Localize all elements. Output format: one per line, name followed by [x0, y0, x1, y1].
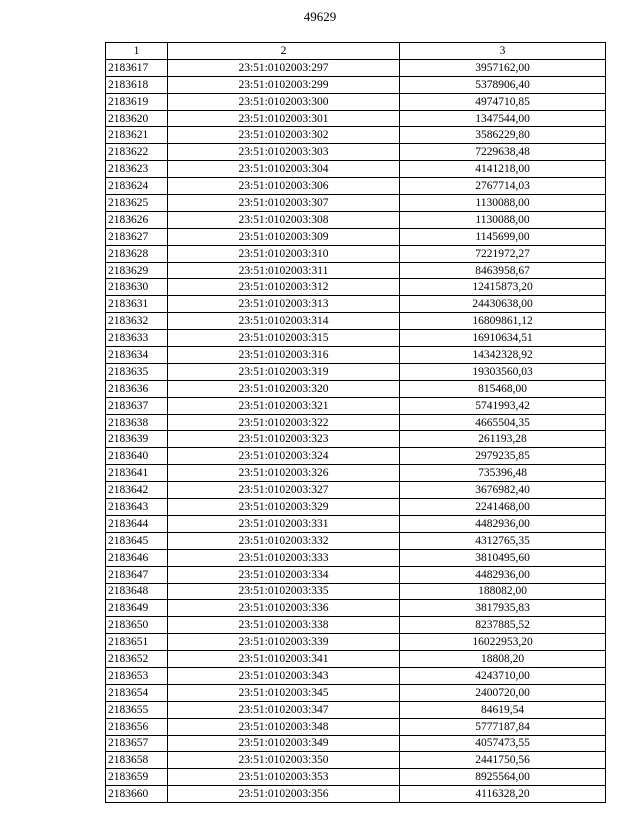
row-number-cell: 2183653 — [106, 667, 168, 684]
cadastral-number-cell: 23:51:0102003:339 — [168, 634, 400, 651]
cadastral-number-cell: 23:51:0102003:341 — [168, 651, 400, 668]
table-row — [106, 347, 606, 364]
row-number-cell: 2183628 — [106, 245, 168, 262]
value-cell: 8925564,00 — [400, 769, 606, 786]
row-number-cell: 2183658 — [106, 752, 168, 769]
page-number: 49629 — [303, 9, 337, 24]
cadastral-number-cell: 23:51:0102003:327 — [168, 482, 400, 499]
row-number-cell: 2183633 — [106, 330, 168, 347]
table-row — [106, 211, 606, 228]
table-row — [106, 262, 606, 279]
row-number-cell: 2183639 — [106, 431, 168, 448]
value-cell: 12415873,20 — [400, 279, 606, 296]
cadastral-number-cell: 23:51:0102003:332 — [168, 532, 400, 549]
table-row — [106, 482, 606, 499]
table-row — [106, 735, 606, 752]
cadastral-number-cell: 23:51:0102003:350 — [168, 752, 400, 769]
row-number-cell: 2183638 — [106, 414, 168, 431]
table-row — [106, 178, 606, 195]
cadastral-number-cell: 23:51:0102003:311 — [168, 262, 400, 279]
row-number-cell: 2183635 — [106, 363, 168, 380]
cadastral-number-cell: 23:51:0102003:343 — [168, 667, 400, 684]
cadastral-number-cell: 23:51:0102003:322 — [168, 414, 400, 431]
cadastral-number-cell: 23:51:0102003:347 — [168, 701, 400, 718]
value-cell: 4312765,35 — [400, 532, 606, 549]
row-number-cell: 2183643 — [106, 499, 168, 516]
row-number-cell: 2183640 — [106, 448, 168, 465]
cadastral-number-cell: 23:51:0102003:304 — [168, 161, 400, 178]
value-cell: 4243710,00 — [400, 667, 606, 684]
cadastral-number-cell: 23:51:0102003:331 — [168, 515, 400, 532]
row-number-cell: 2183655 — [106, 701, 168, 718]
row-number-cell: 2183619 — [106, 93, 168, 110]
table-row — [106, 93, 606, 110]
table-row — [106, 279, 606, 296]
value-cell: 5378906,40 — [400, 76, 606, 93]
table-row — [106, 296, 606, 313]
table-row — [106, 448, 606, 465]
cadastral-number-cell: 23:51:0102003:321 — [168, 397, 400, 414]
cadastral-number-cell: 23:51:0102003:356 — [168, 786, 400, 803]
cadastral-number-cell: 23:51:0102003:310 — [168, 245, 400, 262]
value-cell: 4974710,85 — [400, 93, 606, 110]
row-number-cell: 2183629 — [106, 262, 168, 279]
value-cell: 735396,48 — [400, 465, 606, 482]
row-number-cell: 2183642 — [106, 482, 168, 499]
value-cell: 1130088,00 — [400, 211, 606, 228]
table-body — [106, 59, 606, 802]
table-row — [106, 617, 606, 634]
row-number-cell: 2183652 — [106, 651, 168, 668]
cadastral-number-cell: 23:51:0102003:313 — [168, 296, 400, 313]
cadastral-number-cell: 23:51:0102003:315 — [168, 330, 400, 347]
value-cell: 4141218,00 — [400, 161, 606, 178]
cadastral-number-cell: 23:51:0102003:324 — [168, 448, 400, 465]
table-row — [106, 127, 606, 144]
table-row — [106, 583, 606, 600]
table-row — [106, 110, 606, 127]
table-row — [106, 532, 606, 549]
row-number-cell: 2183632 — [106, 313, 168, 330]
value-cell: 24430638,00 — [400, 296, 606, 313]
row-number-cell: 2183624 — [106, 178, 168, 195]
table-row — [106, 600, 606, 617]
table-row — [106, 363, 606, 380]
table-row — [106, 76, 606, 93]
row-number-cell: 2183617 — [106, 59, 168, 76]
row-number-cell: 2183623 — [106, 161, 168, 178]
value-cell: 16910634,51 — [400, 330, 606, 347]
cadastral-number-cell: 23:51:0102003:297 — [168, 59, 400, 76]
table-row — [106, 769, 606, 786]
table-row — [106, 718, 606, 735]
row-number-cell: 2183649 — [106, 600, 168, 617]
row-number-cell: 2183647 — [106, 566, 168, 583]
value-cell: 2979235,85 — [400, 448, 606, 465]
row-number-cell: 2183660 — [106, 786, 168, 803]
table-row — [106, 667, 606, 684]
value-cell: 3676982,40 — [400, 482, 606, 499]
value-cell: 3957162,00 — [400, 59, 606, 76]
row-number-cell: 2183654 — [106, 684, 168, 701]
row-number-cell: 2183645 — [106, 532, 168, 549]
cadastral-number-cell: 23:51:0102003:306 — [168, 178, 400, 195]
cadastral-number-cell: 23:51:0102003:345 — [168, 684, 400, 701]
table-row — [106, 330, 606, 347]
table-row — [106, 515, 606, 532]
value-cell: 188082,00 — [400, 583, 606, 600]
column-header-3: 3 — [400, 43, 606, 60]
value-cell: 16809861,12 — [400, 313, 606, 330]
cadastral-number-cell: 23:51:0102003:320 — [168, 380, 400, 397]
table-row — [106, 59, 606, 76]
cadastral-number-cell: 23:51:0102003:301 — [168, 110, 400, 127]
table-row — [106, 465, 606, 482]
value-cell: 4482936,00 — [400, 515, 606, 532]
cadastral-number-cell: 23:51:0102003:353 — [168, 769, 400, 786]
value-cell: 18808,20 — [400, 651, 606, 668]
value-cell: 84619,54 — [400, 701, 606, 718]
table-row — [106, 566, 606, 583]
cadastral-number-cell: 23:51:0102003:326 — [168, 465, 400, 482]
cadastral-number-cell: 23:51:0102003:333 — [168, 549, 400, 566]
row-number-cell: 2183651 — [106, 634, 168, 651]
value-cell: 2400720,00 — [400, 684, 606, 701]
cadastral-number-cell: 23:51:0102003:319 — [168, 363, 400, 380]
value-cell: 3586229,80 — [400, 127, 606, 144]
value-cell: 2241468,00 — [400, 499, 606, 516]
table-row — [106, 144, 606, 161]
cadastral-number-cell: 23:51:0102003:300 — [168, 93, 400, 110]
row-number-cell: 2183627 — [106, 228, 168, 245]
table-row — [106, 195, 606, 212]
row-number-cell: 2183634 — [106, 347, 168, 364]
value-cell: 16022953,20 — [400, 634, 606, 651]
cadastral-number-cell: 23:51:0102003:307 — [168, 195, 400, 212]
cadastral-number-cell: 23:51:0102003:314 — [168, 313, 400, 330]
cadastral-number-cell: 23:51:0102003:302 — [168, 127, 400, 144]
value-cell: 5741993,42 — [400, 397, 606, 414]
cadastral-number-cell: 23:51:0102003:336 — [168, 600, 400, 617]
row-number-cell: 2183618 — [106, 76, 168, 93]
value-cell: 1347544,00 — [400, 110, 606, 127]
value-cell: 5777187,84 — [400, 718, 606, 735]
value-cell: 815468,00 — [400, 380, 606, 397]
table-row — [106, 161, 606, 178]
value-cell: 4665504,35 — [400, 414, 606, 431]
row-number-cell: 2183631 — [106, 296, 168, 313]
value-cell: 8463958,67 — [400, 262, 606, 279]
cadastral-number-cell: 23:51:0102003:308 — [168, 211, 400, 228]
value-cell: 2767714,03 — [400, 178, 606, 195]
table-row — [106, 634, 606, 651]
table-row — [106, 651, 606, 668]
value-cell: 4116328,20 — [400, 786, 606, 803]
value-cell: 4482936,00 — [400, 566, 606, 583]
column-header-1: 1 — [106, 43, 168, 60]
cadastral-number-cell: 23:51:0102003:299 — [168, 76, 400, 93]
value-cell: 1145699,00 — [400, 228, 606, 245]
cadastral-number-cell: 23:51:0102003:338 — [168, 617, 400, 634]
cadastral-number-cell: 23:51:0102003:309 — [168, 228, 400, 245]
row-number-cell: 2183656 — [106, 718, 168, 735]
value-cell: 14342328,92 — [400, 347, 606, 364]
cadastral-number-cell: 23:51:0102003:303 — [168, 144, 400, 161]
table-row — [106, 313, 606, 330]
value-cell: 8237885,52 — [400, 617, 606, 634]
cadastral-number-cell: 23:51:0102003:335 — [168, 583, 400, 600]
row-number-cell: 2183637 — [106, 397, 168, 414]
row-number-cell: 2183620 — [106, 110, 168, 127]
row-number-cell: 2183621 — [106, 127, 168, 144]
value-cell: 3810495,60 — [400, 549, 606, 566]
cadastral-number-cell: 23:51:0102003:348 — [168, 718, 400, 735]
value-cell: 1130088,00 — [400, 195, 606, 212]
row-number-cell: 2183650 — [106, 617, 168, 634]
cadastral-number-cell: 23:51:0102003:334 — [168, 566, 400, 583]
row-number-cell: 2183646 — [106, 549, 168, 566]
table-header — [106, 43, 606, 60]
table-row — [106, 786, 606, 803]
value-cell: 4057473,55 — [400, 735, 606, 752]
column-header-2: 2 — [168, 43, 400, 60]
table-row — [106, 431, 606, 448]
value-cell: 3817935,83 — [400, 600, 606, 617]
table-row — [106, 414, 606, 431]
cadastral-number-cell: 23:51:0102003:312 — [168, 279, 400, 296]
row-number-cell: 2183625 — [106, 195, 168, 212]
table-row — [106, 228, 606, 245]
row-number-cell: 2183622 — [106, 144, 168, 161]
row-number-cell: 2183657 — [106, 735, 168, 752]
row-number-cell: 2183648 — [106, 583, 168, 600]
row-number-cell: 2183641 — [106, 465, 168, 482]
table-row — [106, 549, 606, 566]
value-cell: 7221972,27 — [400, 245, 606, 262]
row-number-cell: 2183636 — [106, 380, 168, 397]
cadastral-number-cell: 23:51:0102003:316 — [168, 347, 400, 364]
table-row — [106, 380, 606, 397]
value-cell: 7229638,48 — [400, 144, 606, 161]
cadastral-number-cell: 23:51:0102003:349 — [168, 735, 400, 752]
value-cell: 19303560,03 — [400, 363, 606, 380]
header-row — [106, 43, 606, 60]
row-number-cell: 2183626 — [106, 211, 168, 228]
table-row — [106, 684, 606, 701]
table-row — [106, 499, 606, 516]
row-number-cell: 2183659 — [106, 769, 168, 786]
registry-table — [105, 42, 606, 803]
cadastral-number-cell: 23:51:0102003:323 — [168, 431, 400, 448]
table-row — [106, 397, 606, 414]
value-cell: 2441750,56 — [400, 752, 606, 769]
row-number-cell: 2183644 — [106, 515, 168, 532]
value-cell: 261193,28 — [400, 431, 606, 448]
table-row — [106, 245, 606, 262]
table-row — [106, 752, 606, 769]
cadastral-number-cell: 23:51:0102003:329 — [168, 499, 400, 516]
table-row — [106, 701, 606, 718]
row-number-cell: 2183630 — [106, 279, 168, 296]
